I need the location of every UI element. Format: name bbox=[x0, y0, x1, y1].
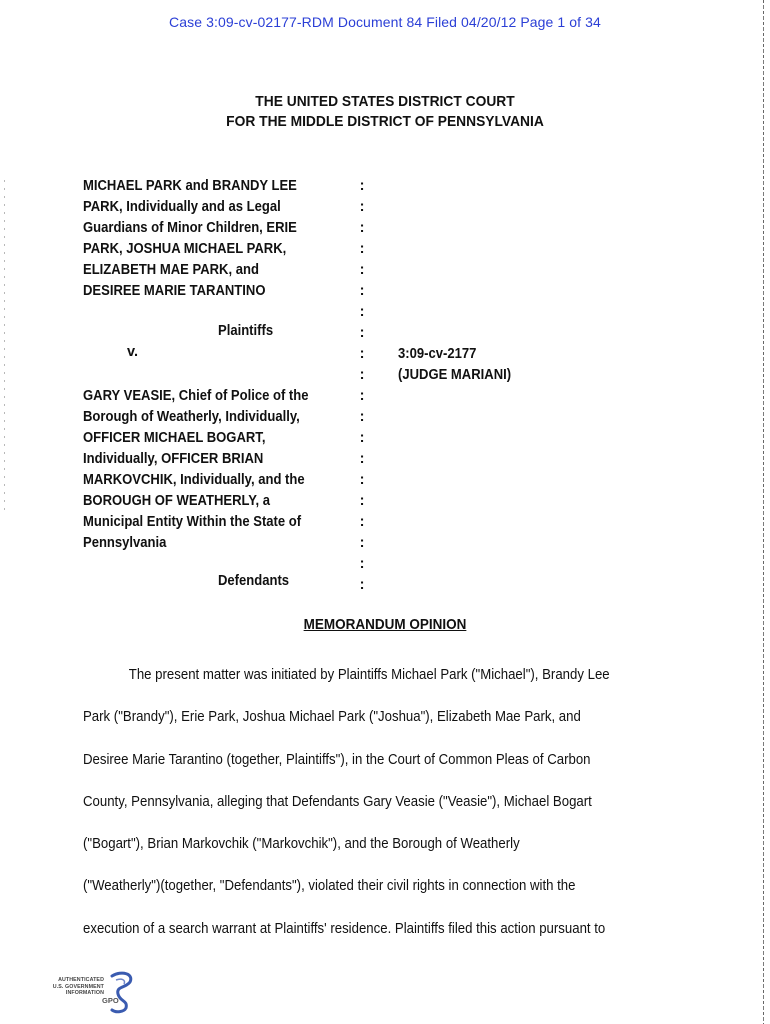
gpo-logo-text bbox=[42, 977, 104, 997]
gpo-mark: GPO bbox=[102, 996, 119, 1005]
defendant-line: Borough of Weatherly, Individually, bbox=[83, 409, 300, 425]
caption-colon: : bbox=[359, 367, 365, 383]
caption-colon-divider bbox=[355, 176, 369, 596]
body-line: The present matter was initiated by Plaintiffs Michael Park ("Michael"), Brandy Lee bbox=[128, 666, 610, 683]
plaintiff-line: DESIREE MARIE TARANTINO bbox=[83, 283, 266, 299]
caption-colon: : bbox=[359, 577, 365, 593]
case-number: 3:09-cv-2177 bbox=[398, 346, 477, 362]
eagle-icon bbox=[106, 970, 136, 1014]
opinion-body bbox=[83, 654, 646, 950]
plaintiff-line: Guardians of Minor Children, ERIE bbox=[83, 220, 297, 236]
versus-label: v. bbox=[127, 344, 139, 360]
caption-colon: : bbox=[359, 556, 365, 572]
body-line: ("Bogart"), Brian Markovchik ("Markovchik"), and the Borough of Weatherly bbox=[83, 835, 520, 853]
memorandum-title: MEMORANDUM OPINION bbox=[303, 616, 467, 633]
court-title bbox=[31, 92, 739, 132]
defendant-line: MARKOVCHIK, Individually, and the bbox=[83, 472, 305, 488]
defendant-line: BOROUGH OF WEATHERLY, a bbox=[83, 493, 271, 509]
gpo-logo-line-1: AUTHENTICATED bbox=[58, 977, 104, 983]
plaintiffs-label: Plaintiffs bbox=[218, 323, 274, 339]
gpo-logo-line-3: INFORMATION bbox=[65, 990, 104, 996]
caption-colon: : bbox=[359, 535, 365, 551]
caption-colon: : bbox=[359, 514, 365, 530]
gpo-logo-line-2: U.S. GOVERNMENT bbox=[52, 983, 104, 990]
defendant-line: Municipal Entity Within the State of bbox=[83, 514, 302, 530]
caption-colon: : bbox=[359, 283, 365, 299]
judge-name: (JUDGE MARIANI) bbox=[398, 367, 512, 383]
caption-colon: : bbox=[359, 199, 365, 215]
caption-colon: : bbox=[359, 262, 365, 278]
caption-colon: : bbox=[359, 493, 365, 509]
caption-colon: : bbox=[359, 409, 365, 425]
case-info bbox=[398, 344, 511, 386]
defendant-line: Pennsylvania bbox=[83, 535, 167, 551]
caption-colon: : bbox=[359, 346, 365, 362]
body-line: County, Pennsylvania, alleging that Defendants Gary Veasie ("Veasie"), Michael Bogart bbox=[83, 792, 592, 810]
defendant-line: GARY VEASIE, Chief of Police of the bbox=[83, 388, 309, 404]
plaintiff-line: PARK, Individually and as Legal bbox=[83, 199, 281, 215]
scan-edge-mark bbox=[763, 0, 764, 1024]
caption-colon: : bbox=[359, 451, 365, 467]
plaintiffs-names bbox=[83, 176, 319, 302]
court-title-line-1: THE UNITED STATES DISTRICT COURT bbox=[255, 93, 515, 110]
caption-colon: : bbox=[359, 325, 365, 341]
plaintiff-line: PARK, JOSHUA MICHAEL PARK, bbox=[83, 241, 287, 257]
gpo-authentication-logo bbox=[42, 970, 138, 1014]
filing-stamp: Case 3:09-cv-02177-RDM Document 84 Filed 04/20/12 Page 1 of 34 bbox=[169, 14, 601, 30]
plaintiff-line: MICHAEL PARK and BRANDY LEE bbox=[83, 178, 297, 194]
caption-colon: : bbox=[359, 304, 365, 320]
body-line: Desiree Marie Tarantino (together, Plaintiffs"), in the Court of Common Pleas of Carbon bbox=[83, 750, 591, 768]
caption-colon: : bbox=[359, 241, 365, 257]
scan-edge-mark-left bbox=[4, 180, 5, 510]
plaintiff-line: ELIZABETH MAE PARK, and bbox=[83, 262, 259, 278]
body-line: Park ("Brandy"), Erie Park, Joshua Michael Park ("Joshua"), Elizabeth Mae Park, and bbox=[83, 708, 581, 726]
defendant-line: OFFICER MICHAEL BOGART, bbox=[83, 430, 266, 446]
caption-colon: : bbox=[359, 472, 365, 488]
caption-colon: : bbox=[359, 220, 365, 236]
body-line: execution of a search warrant at Plaintiffs' residence. Plaintiffs filed this action pursuant to bbox=[83, 919, 606, 937]
caption-colon: : bbox=[359, 430, 365, 446]
caption-colon: : bbox=[359, 178, 365, 194]
caption-colon: : bbox=[359, 388, 365, 404]
defendants-label: Defendants bbox=[218, 573, 290, 589]
defendant-line: Individually, OFFICER BRIAN bbox=[83, 451, 264, 467]
court-title-line-2: FOR THE MIDDLE DISTRICT OF PENNSYLVANIA bbox=[226, 113, 544, 130]
body-line: ("Weatherly")(together, "Defendants"), violated their civil rights in connection with the bbox=[83, 877, 576, 895]
defendants-names bbox=[83, 386, 326, 554]
